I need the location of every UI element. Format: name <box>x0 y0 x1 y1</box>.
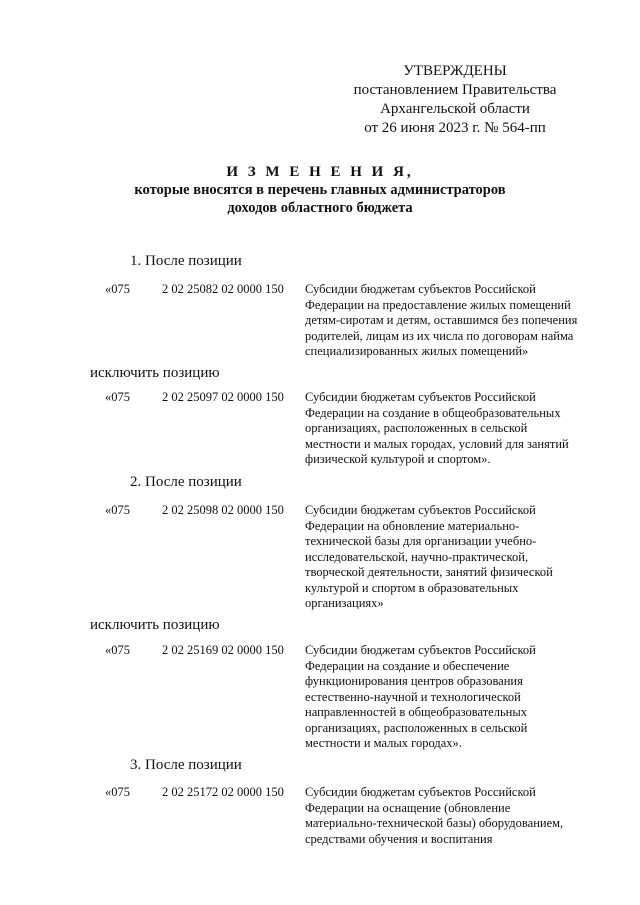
kbk-code: 2 02 25098 02 0000 150 <box>162 503 284 517</box>
admin-code: «075 <box>105 282 130 296</box>
description-line: организациях, расположенных в сельской <box>305 421 528 435</box>
row-description <box>305 282 595 360</box>
kbk-code: 2 02 25169 02 0000 150 <box>162 643 284 657</box>
description-line: Субсидии бюджетам субъектов Российской <box>305 282 536 296</box>
description-line: Федерации на создание и обеспечение <box>305 658 510 673</box>
description-line: функционирования центров образования <box>305 674 523 688</box>
description-line: технической базы для организации учебно- <box>305 534 537 548</box>
description-line: Федерации на оснащение (обновление <box>305 800 511 815</box>
approval-line: постановлением Правительства <box>353 82 557 98</box>
approval-line: от 26 июня 2023 г. № 564-пп <box>364 120 546 136</box>
description-line: физической культурой и спортом». <box>305 452 491 466</box>
row-description <box>305 503 595 612</box>
description-line: организациях» <box>305 596 384 610</box>
row-description <box>305 390 595 468</box>
approval-line: УТВЕРЖДЕНЫ <box>403 63 507 79</box>
description-line: материально-технической базы) оборудованием, <box>305 816 564 830</box>
description-line: Субсидии бюджетам субъектов Российской <box>305 390 536 404</box>
description-line: организациях, расположенных в сельской <box>305 720 528 735</box>
kbk-code: 2 02 25082 02 0000 150 <box>162 282 284 296</box>
section-heading: 2. После позиции <box>130 474 242 490</box>
section-heading: 1. После позиции <box>130 253 242 269</box>
description-line: культурой и спортом в образовательных <box>305 580 519 595</box>
description-line: средствами обучения и воспитания <box>305 831 493 846</box>
description-line: Федерации на предоставление жилых помещений <box>305 297 571 312</box>
approval-stamp <box>330 62 580 138</box>
description-line: специализированных жилых помещений» <box>305 344 529 358</box>
description-line: родителей, лицам из их числа по договорам найма <box>305 328 574 343</box>
section-heading: исключить позицию <box>90 617 220 633</box>
description-line: Субсидии бюджетам субъектов Российской <box>305 643 536 657</box>
description-line: Федерации на обновление материально- <box>305 518 520 533</box>
title-sub: доходов областного бюджета <box>227 200 413 216</box>
description-line: исследовательской, научно-практической, <box>305 549 529 564</box>
document-title <box>60 163 580 217</box>
section-heading: исключить позицию <box>90 365 220 381</box>
description-line: творческой деятельности, занятий физической <box>305 565 553 579</box>
admin-code: «075 <box>105 390 130 404</box>
kbk-code: 2 02 25097 02 0000 150 <box>162 390 284 404</box>
admin-code: «075 <box>105 785 130 799</box>
row-description <box>305 643 595 752</box>
row-description <box>305 785 595 847</box>
title-main: И З М Е Н Е Н И Я, <box>226 164 414 180</box>
title-sub: которые вносятся в перечень главных администраторов <box>134 182 506 198</box>
description-line: направленностей в общеобразовательных <box>305 705 527 719</box>
description-line: детям-сиротам и детям, оставшимся без попечения <box>305 313 578 327</box>
description-line: Субсидии бюджетам субъектов Российской <box>305 785 536 799</box>
approval-line: Архангельской области <box>380 101 530 117</box>
admin-code: «075 <box>105 643 130 657</box>
kbk-code: 2 02 25172 02 0000 150 <box>162 785 284 799</box>
description-line: Субсидии бюджетам субъектов Российской <box>305 503 536 517</box>
description-line: Федерации на создание в общеобразовательных <box>305 405 561 420</box>
admin-code: «075 <box>105 503 130 517</box>
description-line: местности и малых городах». <box>305 736 462 750</box>
description-line: естественно-научной и технологической <box>305 689 521 704</box>
section-heading: 3. После позиции <box>130 757 242 773</box>
description-line: местности и малых городах, условий для занятий <box>305 436 569 451</box>
